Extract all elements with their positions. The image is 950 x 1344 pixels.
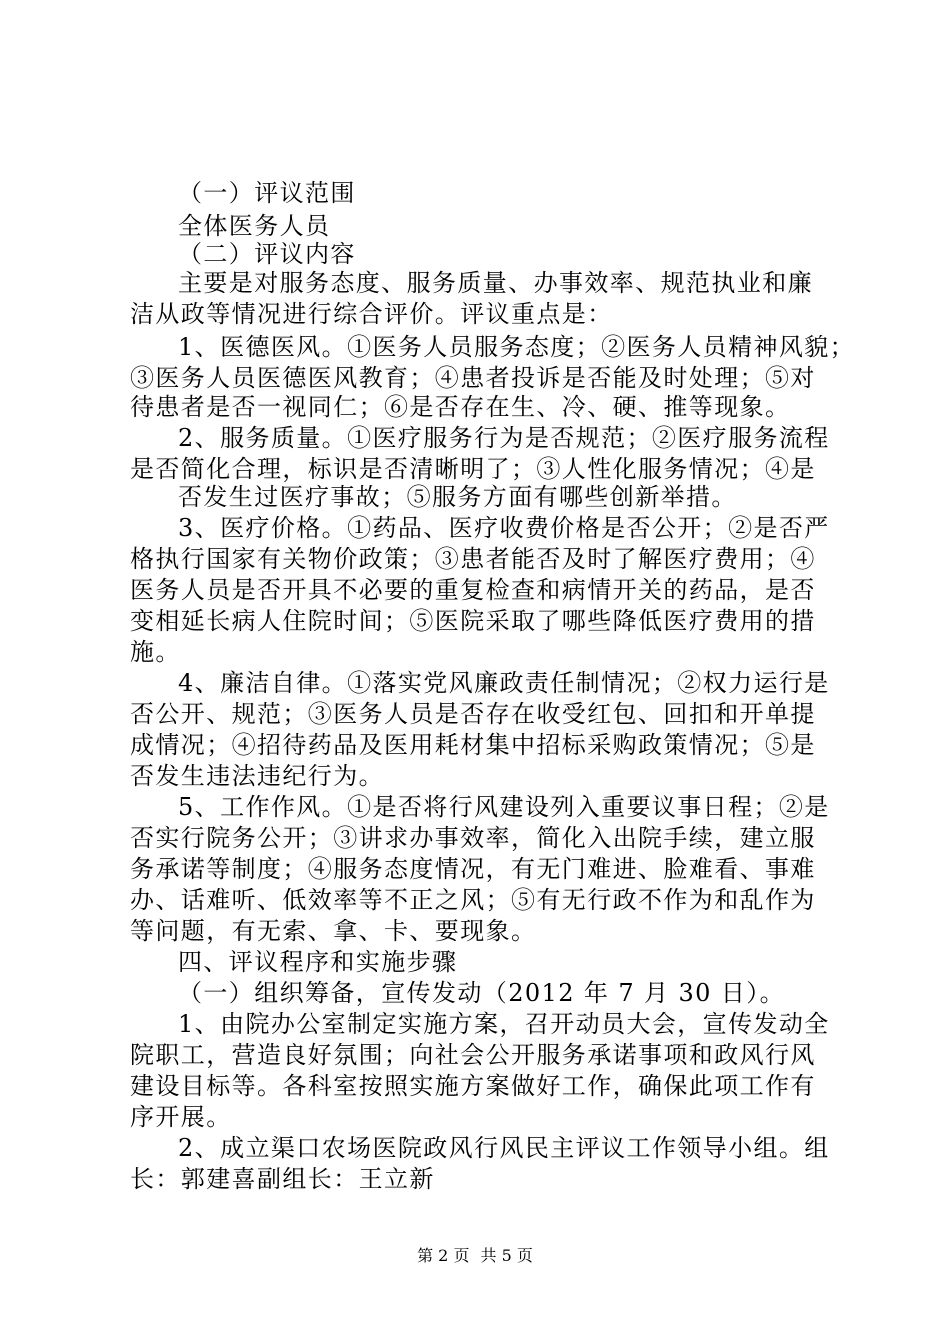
text-line: 待患者是否一视同仁；⑥是否存在生、冷、硬、推等现象。 — [130, 393, 791, 421]
text-line: 2、服务质量。①医疗服务行为是否规范；②医疗服务流程 — [178, 424, 830, 452]
page-total: 共 5 页 — [480, 1246, 533, 1265]
text-line: 序开展。 — [130, 1103, 232, 1131]
text-line: 4、廉洁自律。①落实党风廉政责任制情况；②权力运行是 — [178, 669, 830, 697]
text-line: 1、医德医风。①医务人员服务态度；②医务人员精神风貌； — [178, 333, 856, 361]
text-line: 主要是对服务态度、服务质量、办事效率、规范执业和廉 — [178, 269, 813, 297]
text-line: 洁从政等情况进行综合评价。评议重点是： — [130, 300, 613, 328]
text-line: 3、医疗价格。①药品、医疗收费价格是否公开；②是否严 — [178, 514, 830, 542]
text-line: 2、成立渠口农场医院政风行风民主评议工作领导小组。组 — [178, 1134, 830, 1162]
text-line: 否发生违法违纪行为。 — [130, 762, 384, 790]
text-line: 医务人员是否开具不必要的重复检查和病情开关的药品，是否 — [130, 576, 816, 604]
text-line: （一）评议范围 — [178, 179, 356, 207]
text-line: 建设目标等。各科室按照实施方案做好工作，确保此项工作有 — [130, 1072, 816, 1100]
text-line: （一）组织筹备，宣传发动（2012 年 7 月 30 日）。 — [178, 979, 786, 1007]
text-line: ③医务人员医德医风教育；④患者投诉是否能及时处理；⑤对 — [130, 364, 816, 392]
section-heading: 四、评议程序和实施步骤 — [178, 948, 458, 976]
text-line: 院职工，营造良好氛围；向社会公开服务承诺事项和政风行风 — [130, 1041, 816, 1069]
text-line: 1、由院办公室制定实施方案，召开动员大会，宣传发动全 — [178, 1010, 830, 1038]
text-line: 否公开、规范；③医务人员是否存在收受红包、回扣和开单提 — [130, 700, 816, 728]
text-line: 等问题，有无索、拿、卡、要现象。 — [130, 917, 537, 945]
page-number: 第 2 页 — [417, 1246, 470, 1265]
text-line: 否发生过医疗事故；⑤服务方面有哪些创新举措。 — [178, 483, 737, 511]
text-line: 格执行国家有关物价政策；③患者能否及时了解医疗费用；④ — [130, 545, 816, 573]
text-line: 办、话难听、低效率等不正之风；⑤有无行政不作为和乱作为 — [130, 886, 816, 914]
text-line: 长：郭建喜副组长：王立新 — [130, 1165, 435, 1193]
text-line: 5、工作作风。①是否将行风建设列入重要议事日程；②是 — [178, 793, 830, 821]
text-line: 施。 — [130, 638, 181, 666]
text-line: 全体医务人员 — [178, 212, 331, 240]
text-line: 是否简化合理，标识是否清晰明了；③人性化服务情况；④是 — [130, 455, 816, 483]
page-footer — [0, 1245, 950, 1267]
text-line: 否实行院务公开；③讲求办事效率，简化入出院手续，建立服 — [130, 824, 816, 852]
text-line: 务承诺等制度；④服务态度情况，有无门难进、脸难看、事难 — [130, 855, 816, 883]
text-line: （二）评议内容 — [178, 240, 356, 268]
text-line: 变相延长病人住院时间；⑤医院采取了哪些降低医疗费用的措 — [130, 607, 816, 635]
text-line: 成情况；④招待药品及医用耗材集中招标采购政策情况；⑤是 — [130, 731, 816, 759]
